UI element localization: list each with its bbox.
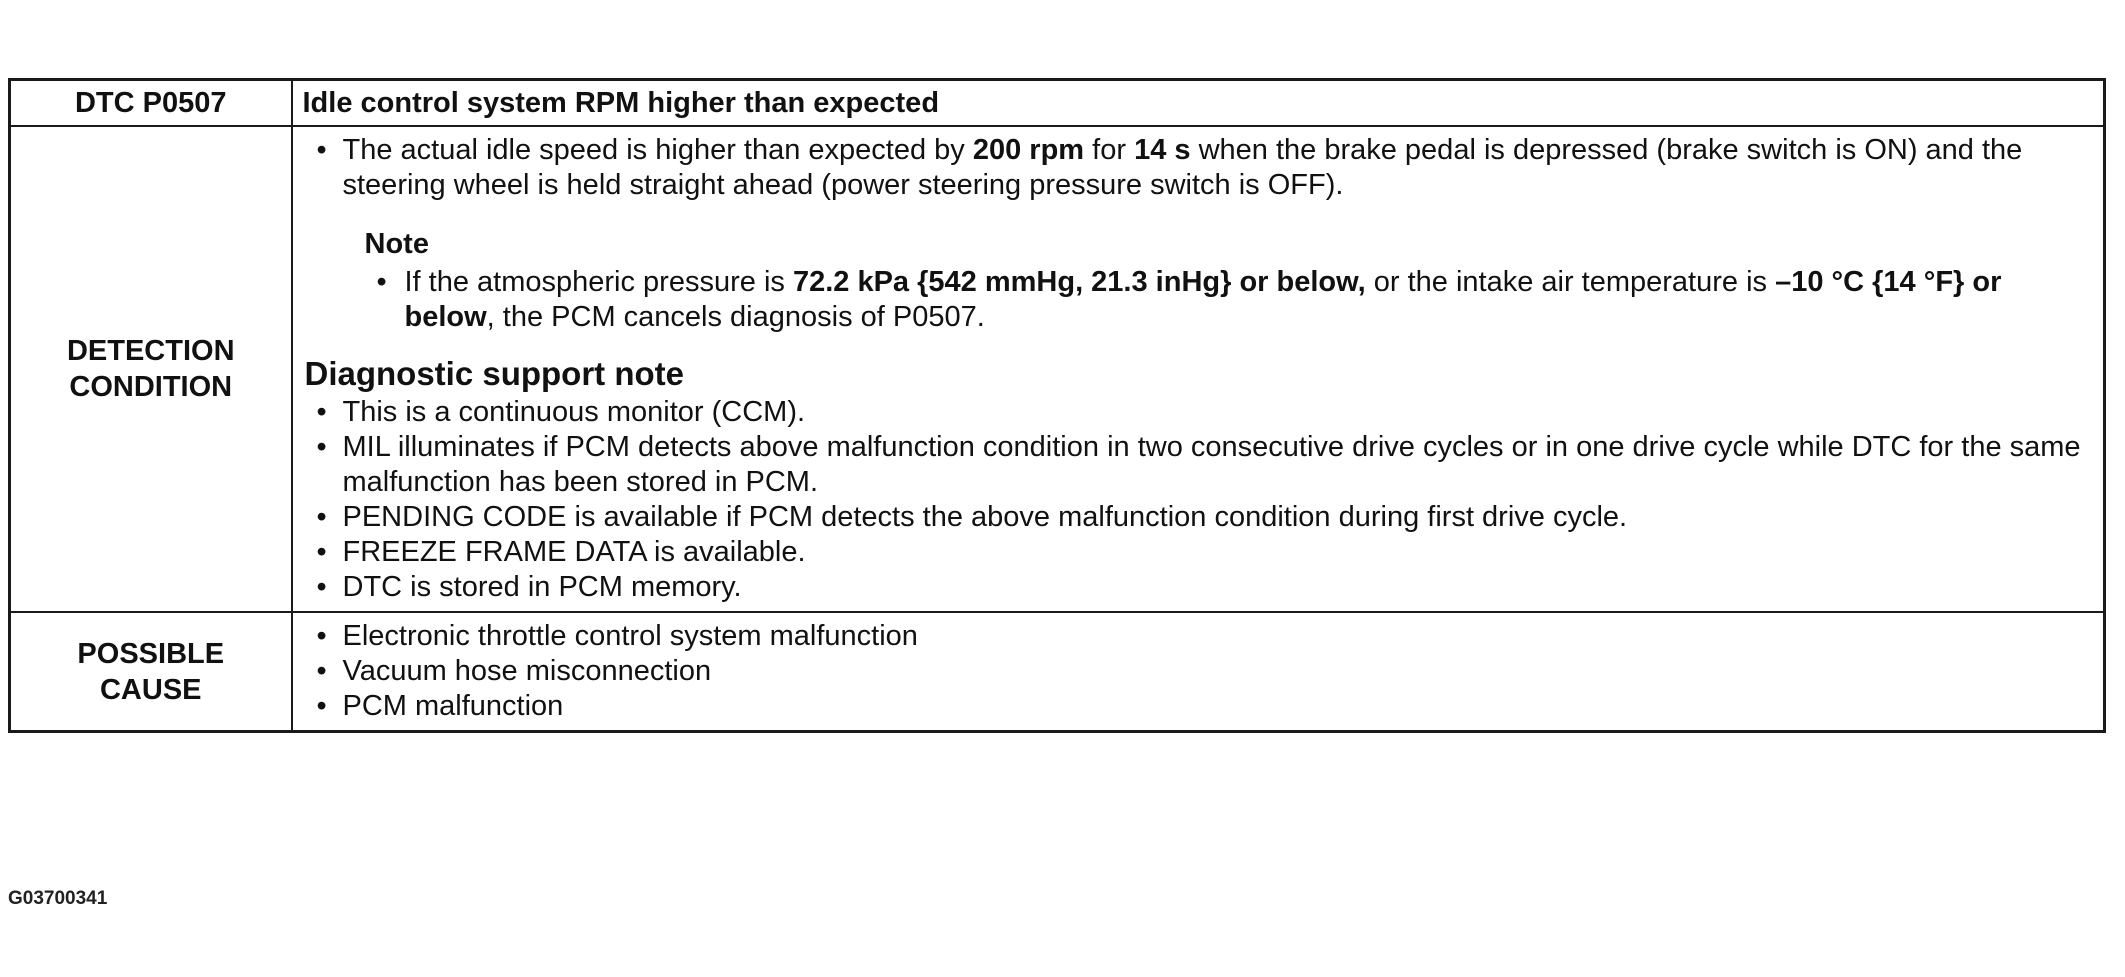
possible-cause-label-line1: POSSIBLE — [77, 637, 225, 670]
dtc-table — [8, 78, 2106, 733]
support-item: • PENDING CODE is available if PCM detects the above malfunction condition during first drive cycle. — [305, 500, 2094, 535]
detection-label-line1: DETECTION — [66, 335, 235, 367]
note-bullet — [365, 265, 2094, 335]
note-bold-temperature: –10 °C {14 °F} or below — [404, 266, 2002, 333]
main-text-1: The actual idle speed is higher than expected by — [342, 134, 973, 166]
possible-cause-content — [292, 612, 2105, 732]
dtc-title: Idle control system RPM higher than expected — [292, 80, 2105, 127]
detection-label — [10, 126, 292, 612]
cause-item: • Electronic throttle control system malfunction — [305, 619, 2094, 654]
note-block — [365, 225, 2094, 335]
main-text-2: for — [1084, 134, 1135, 166]
detection-content — [292, 126, 2105, 612]
note-title: Note — [364, 228, 429, 260]
support-note-list — [305, 395, 2094, 605]
note-text-3: , the PCM cancels diagnosis of P0507. — [486, 301, 985, 333]
main-bold-rpm: 200 rpm — [972, 134, 1085, 166]
cause-item: • Vacuum hose misconnection — [305, 654, 2094, 689]
detection-main-bullet — [305, 133, 2094, 203]
support-note-title: Diagnostic support note — [304, 355, 684, 392]
main-text-3: when the brake pedal is depressed (brake switch is ON) and the steering wheel is held straight ahead (power steering pressure switch is OFF). — [342, 134, 2023, 201]
cause-item: • PCM malfunction — [305, 689, 2094, 724]
support-item: • MIL illuminates if PCM detects above malfunction condition in two consecutive drive cycles or in one drive cycle while DTC for the same malfunction has been stored in PCM. — [305, 430, 2094, 500]
support-item: • This is a continuous monitor (CCM). — [305, 395, 2094, 430]
note-text-2: or the intake air temperature is — [1365, 266, 1776, 298]
figure-id: G03700341 — [8, 888, 108, 909]
possible-cause-label-line2: CAUSE — [99, 673, 202, 706]
possible-cause-list — [305, 619, 2094, 724]
main-bold-time: 14 s — [1134, 134, 1191, 166]
detection-main-list — [305, 133, 2094, 203]
detection-row — [10, 126, 2105, 612]
possible-cause-label — [10, 612, 292, 732]
note-list — [365, 265, 2094, 335]
note-text-1: If the atmospheric pressure is — [404, 266, 793, 298]
possible-cause-row — [10, 612, 2105, 732]
dtc-code: DTC P0507 — [10, 80, 292, 127]
support-item: • FREEZE FRAME DATA is available. — [305, 535, 2094, 570]
detection-label-line2: CONDITION — [69, 371, 233, 403]
support-item: • DTC is stored in PCM memory. — [305, 570, 2094, 605]
header-row — [10, 80, 2105, 127]
note-bold-pressure: 72.2 kPa {542 mmHg, 21.3 inHg} or below, — [792, 266, 1366, 298]
